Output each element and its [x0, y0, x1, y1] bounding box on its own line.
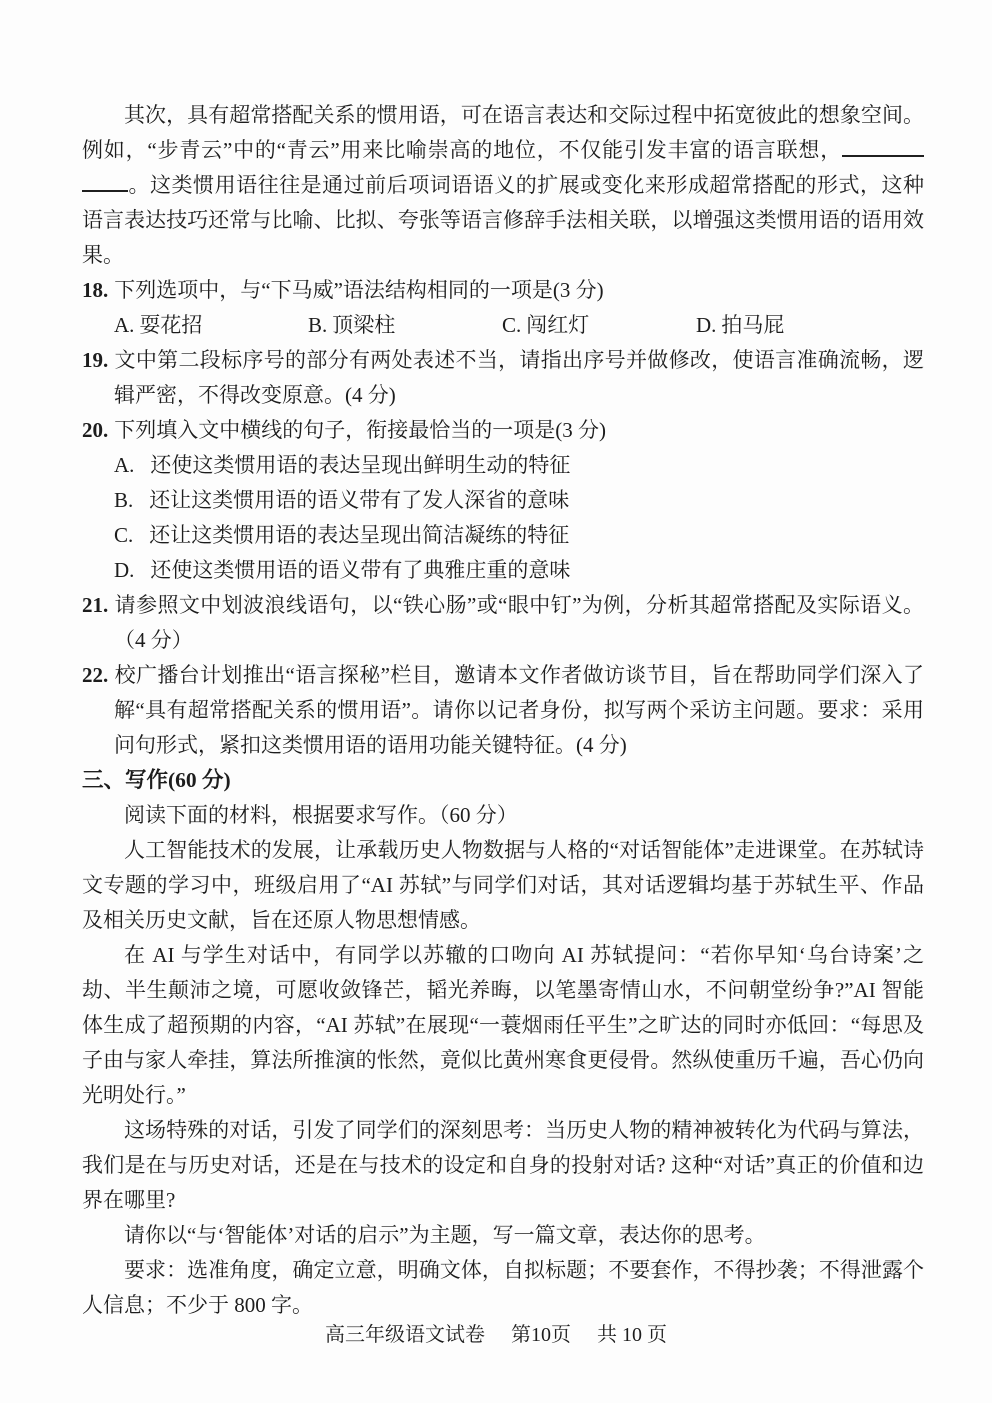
essay-section [82, 763, 924, 1323]
essay-instruction: 阅读下面的材料，根据要求写作。（60 分） [124, 803, 518, 827]
option-b [82, 483, 924, 518]
option-b-text: 还让这类惯用语的语义带有了发人深省的意味 [149, 488, 570, 512]
option-d-text: 还使这类惯用语的语义带有了典雅庄重的意味 [150, 558, 571, 582]
question-18-text: 下列选项中，与“下马威”语法结构相同的一项是(3 分) [114, 278, 604, 302]
option-a-label: A. [114, 313, 135, 337]
question-19-number: 19. [82, 348, 109, 372]
option-d-text: 拍马屁 [721, 313, 785, 337]
option-c [82, 518, 924, 553]
question-21-number: 21. [82, 593, 109, 617]
option-a [82, 448, 924, 483]
question-22-text: 校广播台计划推出“语言探秘”栏目，邀请本文作者做访谈节目，旨在帮助同学们深入了解“具有超常搭配关系的惯用语”。请你以记者身份，拟写两个采访主问题。要求：采用问句形式，紧扣这类惯用语的语用功能关键特征。(4 分) [114, 663, 924, 757]
footer-page-number: 第10页 [511, 1324, 571, 1346]
option-c-label: C. [114, 523, 134, 547]
option-a [114, 308, 308, 343]
option-c [502, 308, 696, 343]
fill-in-blank-short [82, 174, 128, 192]
passage-text-before-blank: 其次，具有超常搭配关系的惯用语，可在语言表达和交际过程中拓宽彼此的想象空间。例如，“步青云”中的“青云”用来比喻崇高的地位，不仅能引发丰富的语言联想， [82, 103, 924, 162]
page-footer [0, 1320, 992, 1350]
footer-exam-title: 高三年级语文试卷 [325, 1324, 485, 1346]
question-18-number: 18. [82, 278, 109, 302]
passage-paragraph [82, 98, 924, 273]
question-21-text: 请参照文中划波浪线语句，以“铁心肠”或“眼中钉”为例，分析其超常搭配及实际语义。（4 分） [114, 593, 924, 652]
option-d [82, 553, 924, 588]
option-a-text: 耍花招 [139, 313, 203, 337]
essay-requirements: 要求：选准角度，确定立意，明确文体，自拟标题；不要套作，不得抄袭；不得泄露个人信息；不少于 800 字。 [82, 1258, 924, 1317]
question-20 [82, 413, 924, 588]
option-a-text: 还使这类惯用语的表达呈现出鲜明生动的特征 [150, 453, 571, 477]
essay-material-paragraph-2: 在 AI 与学生对话中，有同学以苏辙的口吻向 AI 苏轼提问：“若你早知‘乌台诗案’之劫、半生颠沛之境，可愿收敛锋芒，韬光养晦，以笔墨寄情山水，不问朝堂纷争?”AI 智能体生成了超预期的内容，“AI 苏轼”在展现“一蓑烟雨任平生”之旷达的同时亦低回：“每思及子由与家人牵挂，算法所推演的怅然，竟似比黄州寒食更侵骨。然纵使重历千遍，吾心仍向光明处行。” [82, 943, 924, 1107]
option-b-label: B. [114, 488, 134, 512]
page-content [82, 98, 924, 1323]
option-a-label: A. [114, 453, 135, 477]
question-20-number: 20. [82, 418, 109, 442]
option-b-label: B. [308, 313, 328, 337]
question-22-number: 22. [82, 663, 109, 687]
option-b-text: 顶梁柱 [332, 313, 396, 337]
essay-section-heading: 三、写作(60 分) [82, 768, 231, 792]
option-d [696, 308, 784, 343]
question-22 [82, 658, 924, 763]
essay-material-paragraph-1: 人工智能技术的发展，让承载历史人物数据与人格的“对话智能体”走进课堂。在苏轼诗文专题的学习中，班级启用了“AI 苏轼”与同学们对话，其对话逻辑均基于苏轼生平、作品及相关历史文献，旨在还原人物思想情感。 [82, 838, 924, 932]
option-d-label: D. [114, 558, 135, 582]
option-d-label: D. [696, 313, 717, 337]
option-c-text: 闯红灯 [526, 313, 590, 337]
question-18-options [82, 308, 924, 343]
question-18 [82, 273, 924, 343]
essay-prompt: 请你以“与‘智能体’对话的启示”为主题，写一篇文章，表达你的思考。 [124, 1223, 766, 1247]
question-20-text: 下列填入文中横线的句子，衔接最恰当的一项是(3 分) [114, 418, 606, 442]
option-c-label: C. [502, 313, 522, 337]
question-21 [82, 588, 924, 658]
option-c-text: 还让这类惯用语的表达呈现出简洁凝练的特征 [149, 523, 570, 547]
fill-in-blank-long [842, 139, 924, 157]
question-19 [82, 343, 924, 413]
option-b [308, 308, 502, 343]
footer-total-pages: 共 10 页 [597, 1324, 667, 1346]
essay-material-paragraph-3: 这场特殊的对话，引发了同学们的深刻思考：当历史人物的精神被转化为代码与算法，我们是在与历史对话，还是在与技术的设定和自身的投射对话? 这种“对话”真正的价值和边界在哪里? [82, 1118, 924, 1212]
question-19-text: 文中第二段标序号的部分有两处表述不当，请指出序号并做修改，使语言准确流畅，逻辑严密，不得改变原意。(4 分) [114, 348, 924, 407]
passage-text-after-blank: 。这类惯用语往往是通过前后项词语语义的扩展或变化来形成超常搭配的形式，这种语言表达技巧还常与比喻、比拟、夸张等语言修辞手法相关联，以增强这类惯用语的语用效果。 [82, 173, 924, 267]
